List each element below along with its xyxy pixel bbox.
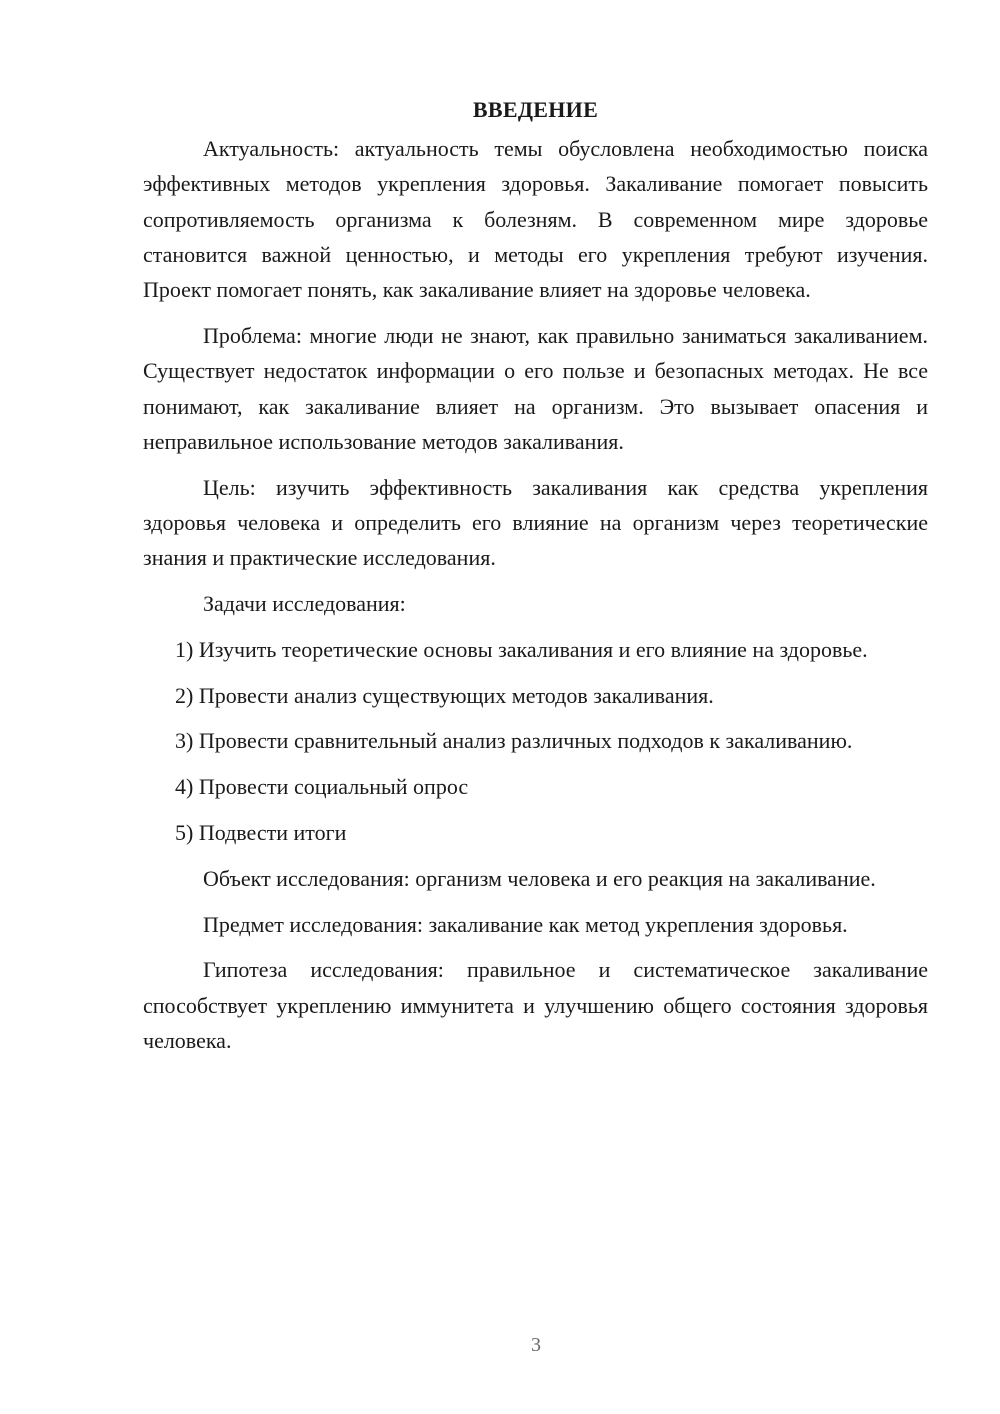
paragraph-subject: Предмет исследования: закаливание как метод укрепления здоровья. bbox=[203, 911, 848, 937]
task-item-3: 3) Провести сравнительный анализ различных подходов к закаливанию. bbox=[175, 728, 853, 754]
task-item-1: 1) Изучить теоретические основы закаливания и его влияние на здоровье. bbox=[175, 636, 868, 662]
document-page bbox=[143, 92, 928, 1069]
task-item-5: 5) Подвести итоги bbox=[175, 820, 347, 846]
paragraph-hypothesis: Гипотеза исследования: правильное и систематическое закаливание способствует укреплению иммунитета и улучшению общего состояния здоровья человека. bbox=[143, 957, 928, 1054]
page-number: 3 bbox=[531, 1334, 541, 1356]
paragraph-goal: Цель: изучить эффективность закаливания как средства укрепления здоровья человека и определить его влияние на организм через теоретические знания и практические исследования. bbox=[143, 474, 928, 571]
task-item-2: 2) Провести анализ существующих методов закаливания. bbox=[175, 682, 714, 708]
tasks-title: Задачи исследования: bbox=[203, 591, 406, 617]
paragraph-object: Объект исследования: организм человека и его реакция на закаливание. bbox=[203, 865, 876, 891]
task-item-4: 4) Провести социальный опрос bbox=[175, 774, 469, 800]
paragraph-problem: Проблема: многие люди не знают, как правильно заниматься закаливанием. Существует недостаток информации о его пользе и безопасных методах. Не все понимают, как закаливание влияет на организм. Это вызывает опасения и неправильное использование методов закаливания. bbox=[143, 322, 928, 454]
section-heading: ВВЕДЕНИЕ bbox=[472, 97, 599, 122]
paragraph-relevance: Актуальность: актуальность темы обусловлена необходимостью поиска эффективных методов укрепления здоровья. Закаливание помогает повысить сопротивляемость организма к болезням. В современном мире здоровье становится важной ценностью, и методы его укрепления требуют изучения. Проект помогает понять, как закаливание влияет на здоровье человека. bbox=[143, 136, 928, 303]
